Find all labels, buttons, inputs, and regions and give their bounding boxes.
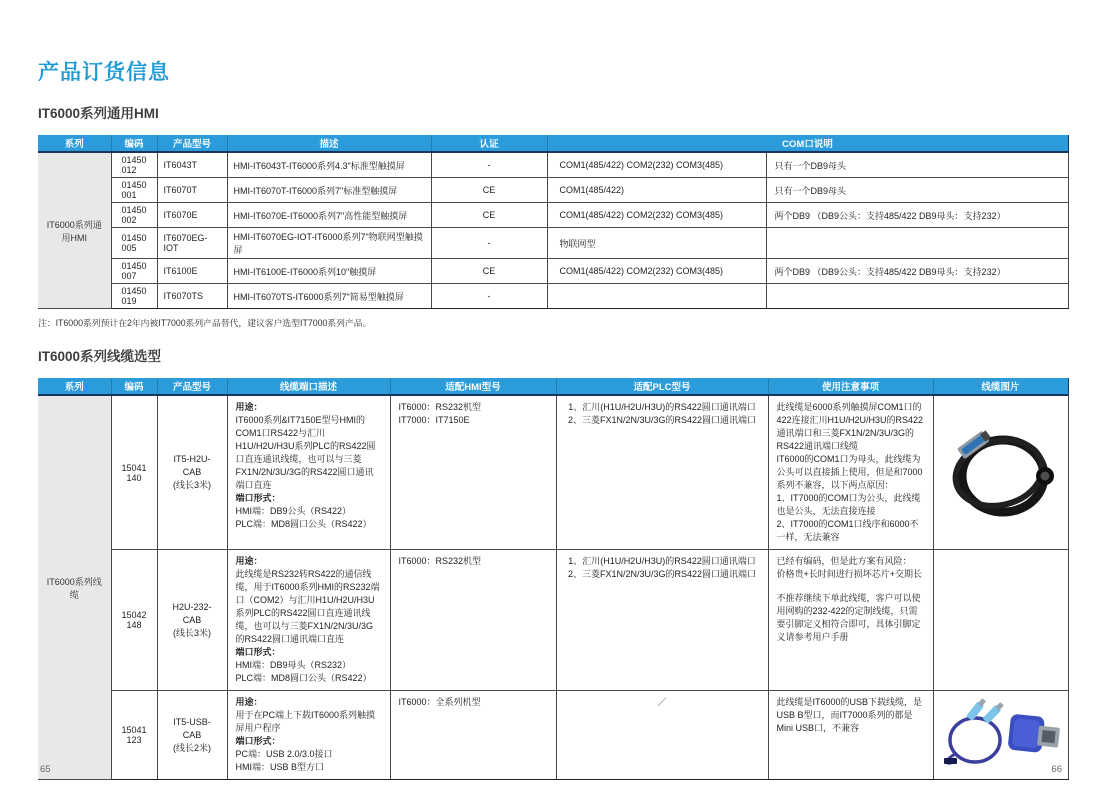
hmi-table-row <box>38 228 1068 259</box>
code-cell: 01450005 <box>111 228 157 259</box>
code-cell: 15041123 <box>111 691 157 780</box>
code-cell: 15041140 <box>111 395 157 550</box>
hmi-table-row <box>38 284 1068 309</box>
hmi-table-row <box>38 152 1068 178</box>
plc-model-line: 1、汇川(H1U/H2U/H3U)的RS422圆口通讯端口 <box>568 556 756 566</box>
col-header-code: 编码 <box>111 378 157 395</box>
hmi-model-line: IT6000：RS232机型 <box>398 402 482 412</box>
usage-notes-cell <box>768 395 933 550</box>
plc-model-line: 2、三菱FX1N/2N/3U/3G的RS422圆口通讯端口 <box>567 415 757 425</box>
replacement-note: 注：IT6000系列预计在2年内被IT7000系列产品替代，建议客户选型IT7000系列产品。 <box>38 318 372 328</box>
hmi-models-cell <box>390 550 556 691</box>
com-note-cell: 只有一个DB9母头 <box>766 152 1068 178</box>
hmi-table-subtitle: IT6000系列通用HMI <box>38 106 159 121</box>
port-desc-line: 用途： <box>235 556 263 566</box>
model-line: H2U-232-CAB <box>172 601 212 625</box>
plc-model-line: 2、三菱FX1N/2N/3U/3G的RS422圆口通讯端口 <box>567 569 757 579</box>
col-header-cable-photo: 线缆图片 <box>933 378 1068 395</box>
com-ports-cell: COM1(485/422) COM2(232) COM3(485) <box>547 203 766 228</box>
col-header-series: 系列 <box>38 135 111 152</box>
col-header-port-desc: 线缆端口描述 <box>227 378 390 395</box>
usage-note-line: IT6000的COM1口为母头，此线缆为公头可以直接插上使用，但是和7000系列不兼容，以下两点原因： <box>776 454 923 490</box>
cert-cell: CE <box>431 178 547 203</box>
desc-cell: HMI-IT6070E-IT6000系列7"高性能型触摸屏 <box>227 203 431 228</box>
port-desc-cell <box>227 691 390 780</box>
plc-model-line: 1、汇川(H1U/H2U/H3U)的RS422圆口通讯端口 <box>568 402 756 412</box>
usage-note-line: 2、IT7000的COM1口线序和6000不一样，无法兼容 <box>776 519 919 542</box>
model-line: IT5-USB-CAB <box>173 716 211 740</box>
code-cell: 01450001 <box>111 178 157 203</box>
col-header-usage-notes: 使用注意事项 <box>768 378 933 395</box>
cable-table-header-row <box>38 378 1068 395</box>
model-cell: IT6070TS <box>157 284 227 309</box>
model-cell: IT6100E <box>157 259 227 284</box>
plc-model-line: ／ <box>657 697 667 707</box>
port-desc-line: 端口形式： <box>235 493 281 503</box>
usage-note-line: 价格贵+长时间进行损坏芯片+交期长 <box>776 569 923 579</box>
port-desc-line: HMI端：DB9公头（RS422） <box>235 506 352 516</box>
model-cell: IT6043T <box>157 152 227 178</box>
usage-note-line <box>777 581 925 592</box>
hmi-model-line: IT7000：IT7150E <box>398 415 470 425</box>
port-desc-line: 用途： <box>235 697 263 707</box>
desc-cell: HMI-IT6070EG-IOT-IT6000系列7"物联网型触摸屏 <box>227 228 431 259</box>
col-header-series: 系列 <box>38 378 111 395</box>
usage-note-line: 此线缆是6000系列触摸屏COM1口的422连接汇川H1U/H2U/H3U的RS422通讯端口和三菱FX1N/2N/3U/3G的RS422通讯端口线缆 <box>776 402 924 451</box>
port-desc-line: 用于在PC端上下载IT6000系列触摸屏用户程序 <box>235 710 376 733</box>
col-header-code: 编码 <box>111 135 157 152</box>
col-header-cert: 认证 <box>431 135 547 152</box>
model-line: IT5-H2U-CAB <box>173 454 211 477</box>
cable-table <box>38 378 1069 780</box>
port-desc-line: PLC端：MD8圆口公头（RS422） <box>235 673 372 683</box>
port-desc-line: IT6000系列&IT7150E型号HMI的COM1口RS422与汇川H1U/H2U/H3U系列PLC的RS422圆口直连通讯线缆，也可以与三菱FX1N/2N/3U/3G的RS422圆口通讯端口直连 <box>235 415 376 490</box>
usage-note-line: 1、IT7000的COM口为公头，此线缆也是公头，无法直接连接 <box>776 493 921 516</box>
com-note-cell: 两个DB9 （DB9公头：支持485/422 DB9母头：支持232） <box>766 259 1068 284</box>
series-cell: IT6000系列线缆 <box>38 395 111 780</box>
hmi-table <box>38 135 1069 309</box>
model-cell: IT6070T <box>157 178 227 203</box>
model-line: (线长3米) <box>173 627 211 638</box>
port-desc-line: 此线缆是RS232转RS422的通信线缆，用于IT6000系列HMI的RS232端口（COM2）与汇川H1U/H2U/H3U系列PLC的RS422圆口直连通讯线缆，也可以与三菱FX1N/2N/3U/3G的RS422圆口通讯端口直连 <box>235 569 380 644</box>
plc-models-cell <box>556 691 768 780</box>
cert-cell: CE <box>431 203 547 228</box>
com-note-cell <box>766 228 1068 259</box>
hmi-table-header-row <box>38 135 1068 152</box>
com-note-cell <box>766 284 1068 309</box>
col-header-plc-models: 适配PLC型号 <box>556 378 768 395</box>
model-cell: IT6070EG-IOT <box>157 228 227 259</box>
cable-photo-cell <box>933 550 1068 691</box>
model-cell <box>157 395 227 550</box>
cable-table-row <box>38 550 1068 691</box>
page-title: 产品订货信息 <box>38 61 170 84</box>
hmi-models-cell <box>390 691 556 780</box>
cable-photo-cell <box>933 691 1068 780</box>
com-note-cell: 两个DB9 （DB9公头：支持485/422 DB9母头：支持232） <box>766 203 1068 228</box>
port-desc-line: HMI端：USB B型方口 <box>235 762 325 772</box>
col-header-model: 产品型号 <box>157 135 227 152</box>
page-number-right: 66 <box>1051 764 1062 775</box>
cable-table-row <box>38 395 1068 550</box>
col-header-com: COM口说明 <box>547 135 1068 152</box>
usage-note-line: 已经有编码，但是此方案有风险： <box>776 556 912 566</box>
port-desc-line: 端口形式： <box>235 736 281 746</box>
port-desc-line: 端口形式： <box>235 647 281 657</box>
db9-md8-cable-photo <box>941 418 1061 526</box>
port-desc-cell <box>227 550 390 691</box>
hmi-table-row <box>38 203 1068 228</box>
port-desc-line: PLC端：MD8圆口公头（RS422） <box>235 519 372 529</box>
model-cell <box>157 691 227 780</box>
model-cell: IT6070E <box>157 203 227 228</box>
desc-cell: HMI-IT6070TS-IT6000系列7"简易型触摸屏 <box>227 284 431 309</box>
model-cell <box>157 550 227 691</box>
series-cell: IT6000系列通用HMI <box>38 152 111 309</box>
model-line: (线长3米) <box>173 480 211 490</box>
usage-notes-cell <box>768 550 933 691</box>
desc-cell: HMI-IT6070T-IT6000系列7"标准型触摸屏 <box>227 178 431 203</box>
cert-cell: - <box>431 152 547 178</box>
com-ports-cell: 物联网型 <box>547 228 766 259</box>
port-desc-line: HMI端：DB9母头（RS232） <box>235 660 352 670</box>
port-desc-line: 用途： <box>235 402 263 412</box>
plc-models-cell <box>556 550 768 691</box>
com-note-cell: 只有一个DB9母头 <box>766 178 1068 203</box>
page-number-left: 65 <box>40 764 51 775</box>
hmi-table-body <box>38 152 1068 309</box>
com-ports-cell: COM1(485/422) COM2(232) COM3(485) <box>547 152 766 178</box>
port-desc-line: PC端：USB 2.0/3.0接口 <box>235 749 333 759</box>
plc-models-cell <box>556 395 768 550</box>
usage-notes-cell <box>768 691 933 780</box>
desc-cell: HMI-IT6043T-IT6000系列4.3"标准型触摸屏 <box>227 152 431 178</box>
hmi-models-cell <box>390 395 556 550</box>
cert-cell: - <box>431 284 547 309</box>
cert-cell: CE <box>431 259 547 284</box>
desc-cell: HMI-IT6100E-IT6000系列10"触摸屏 <box>227 259 431 284</box>
cable-photo-cell <box>933 395 1068 550</box>
usage-note-line: 此线缆是IT6000的USB下载线缆，是USB B型口，而IT7000系列的都是Mini USB口，不兼容 <box>776 697 923 733</box>
hmi-model-line: IT6000：RS232机型 <box>398 556 482 566</box>
port-desc-cell <box>227 395 390 550</box>
usb-b-cable-photo <box>937 698 1065 770</box>
cable-table-body <box>38 395 1068 780</box>
code-cell: 01450002 <box>111 203 157 228</box>
model-line: (线长2米) <box>173 742 211 753</box>
cable-table-subtitle: IT6000系列线缆选型 <box>38 349 162 364</box>
cert-cell: - <box>431 228 547 259</box>
code-cell: 01450007 <box>111 259 157 284</box>
col-header-desc: 描述 <box>227 135 431 152</box>
usage-note-line: 不推荐继续下单此线缆，客户可以使用网购的232-422的定制线缆，只需要引脚定义相符合即可，具体引脚定义请参考用户手册 <box>776 593 921 642</box>
code-cell: 15042148 <box>111 550 157 691</box>
code-cell: 01450012 <box>111 152 157 178</box>
col-header-model: 产品型号 <box>157 378 227 395</box>
com-ports-cell <box>547 284 766 309</box>
hmi-model-line: IT6000：全系列机型 <box>398 697 481 707</box>
com-ports-cell: COM1(485/422) COM2(232) COM3(485) <box>547 259 766 284</box>
col-header-hmi-models: 适配HMI型号 <box>390 378 556 395</box>
code-cell: 01450019 <box>111 284 157 309</box>
com-ports-cell: COM1(485/422) <box>547 178 766 203</box>
hmi-table-row <box>38 259 1068 284</box>
cable-table-row <box>38 691 1068 780</box>
hmi-table-row <box>38 178 1068 203</box>
